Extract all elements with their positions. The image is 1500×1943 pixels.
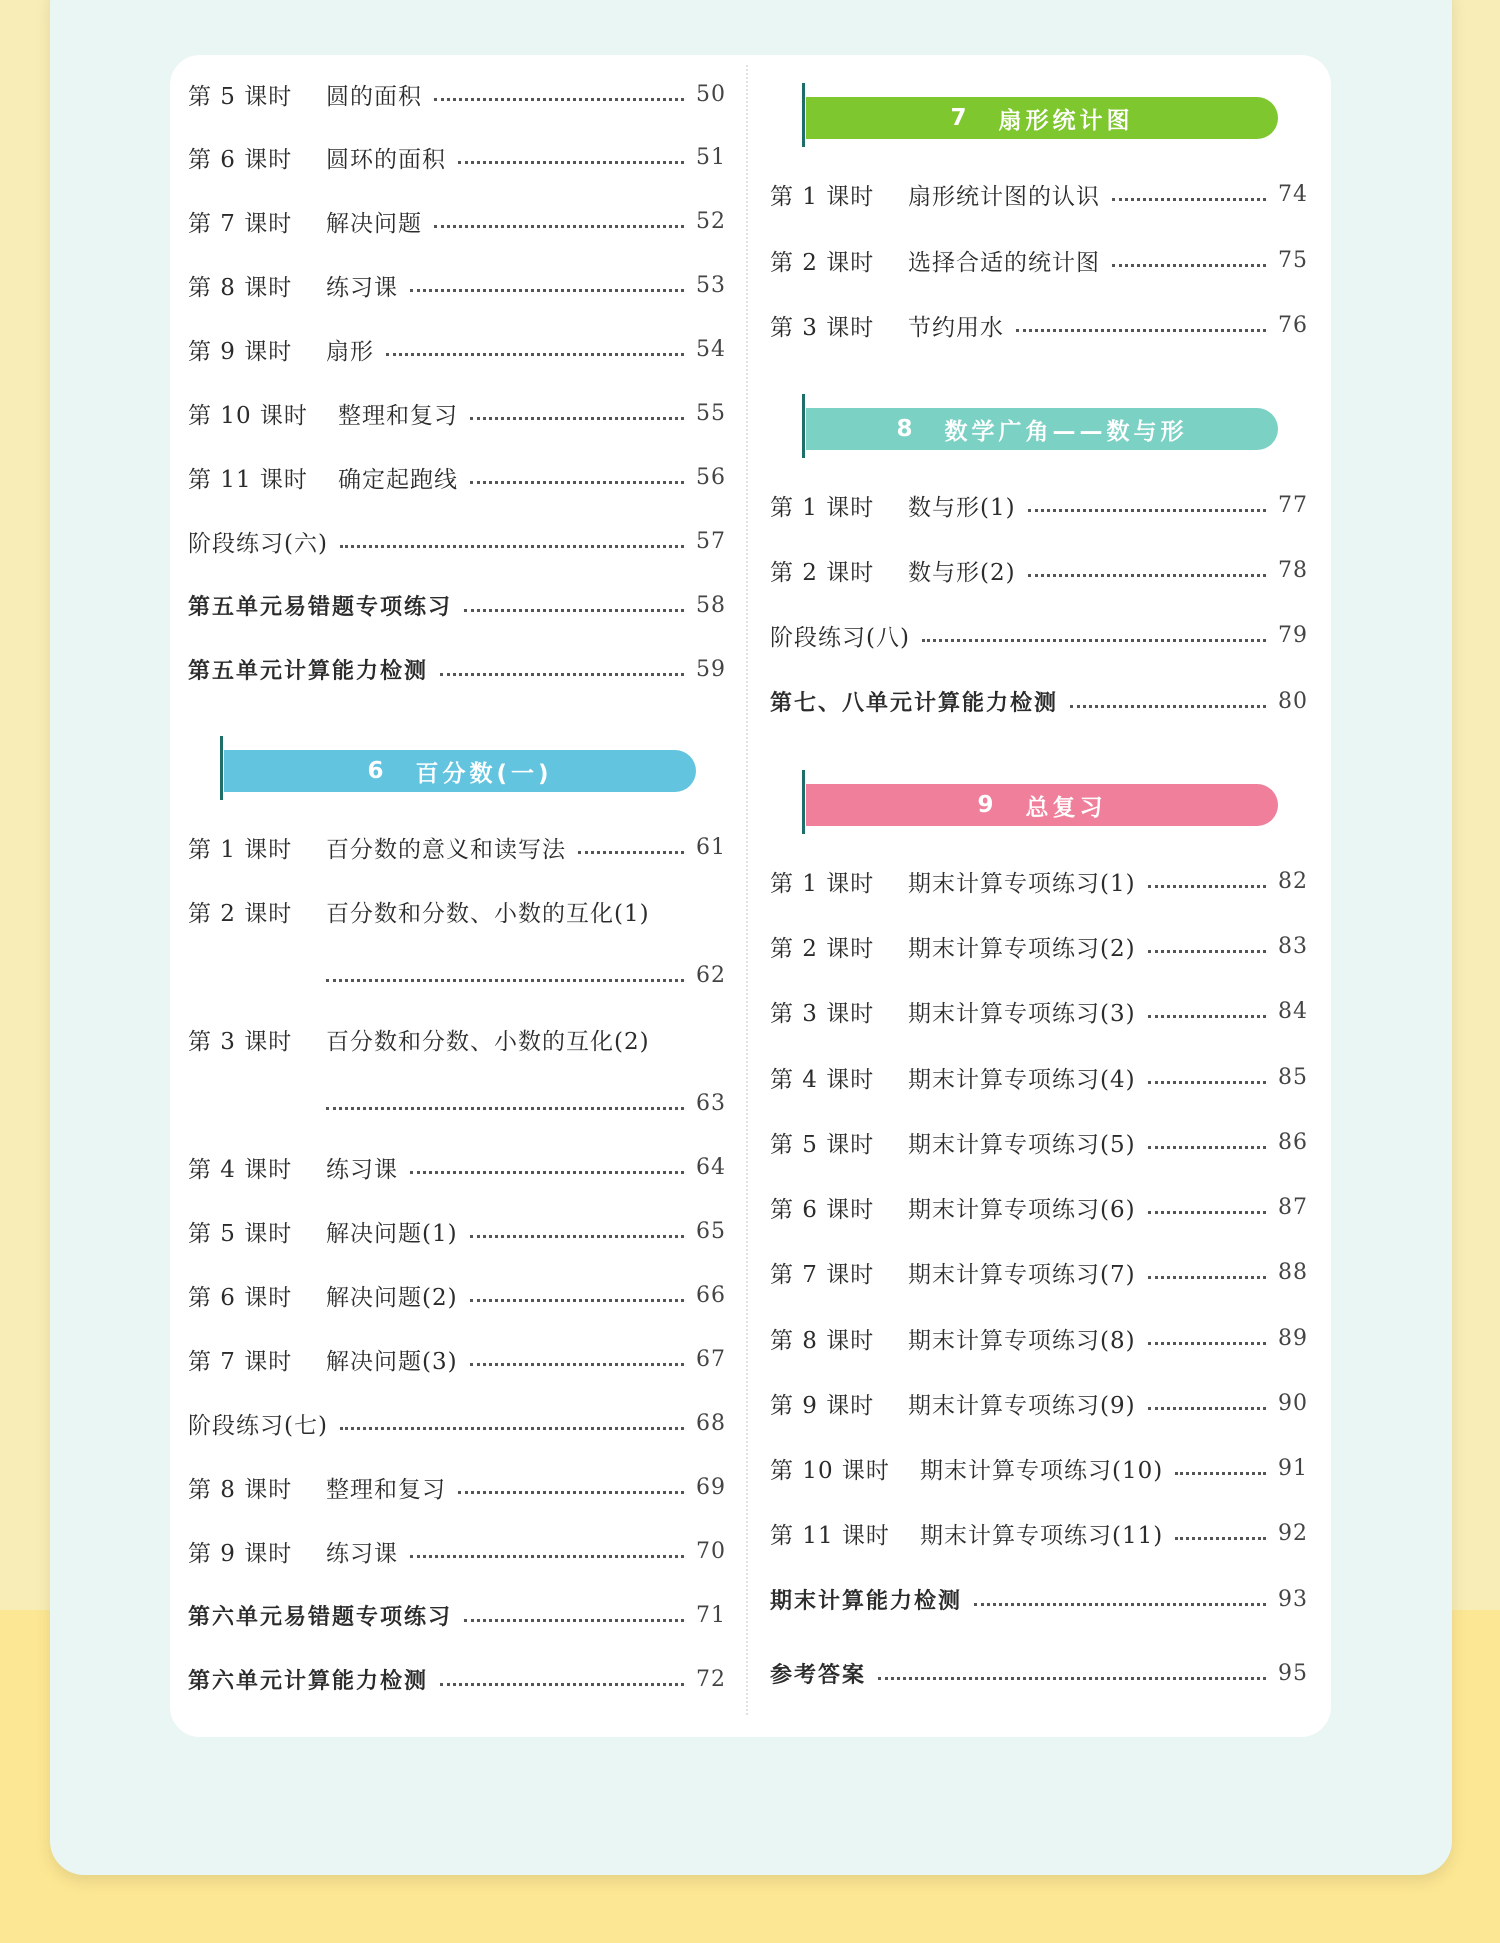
- leader-dots: [1175, 1535, 1266, 1540]
- lesson-number: 第 2 课时: [770, 249, 875, 276]
- lesson-number: 第 3 课时: [770, 314, 875, 341]
- page-number: 57: [696, 528, 726, 554]
- leader-dots: [1148, 1274, 1266, 1279]
- page-number: 90: [1278, 1390, 1308, 1416]
- toc-entry[interactable]: [770, 1252, 1308, 1292]
- toc-entry[interactable]: [770, 615, 1308, 655]
- toc-entry[interactable]: [188, 393, 726, 433]
- lesson-title: 期末计算专项练习(1): [908, 870, 1136, 897]
- page-number: 55: [696, 400, 726, 426]
- lesson-number: 第 9 课时: [188, 1540, 293, 1567]
- lesson-title: 百分数的意义和读写法: [326, 836, 566, 863]
- page-number: 85: [1278, 1064, 1308, 1090]
- leader-dots: [1175, 1470, 1266, 1475]
- page-number: 82: [1278, 868, 1308, 894]
- leader-dots: [1070, 703, 1266, 708]
- lesson-title: 第五单元易错题专项练习: [188, 594, 453, 620]
- toc-entry[interactable]: [770, 1318, 1308, 1358]
- toc-entry[interactable]: [770, 174, 1308, 214]
- leader-dots: [410, 1169, 684, 1174]
- unit-9-header[interactable]: [806, 784, 1278, 826]
- toc-entry[interactable]: [770, 1057, 1308, 1097]
- lesson-title: 数与形(2): [908, 559, 1016, 586]
- unit-title: 扇形统计图: [998, 107, 1134, 134]
- lesson-title: 第五单元计算能力检测: [188, 658, 429, 684]
- page-number: 54: [696, 336, 726, 362]
- page-number: 92: [1278, 1520, 1308, 1546]
- unit-number: 8: [896, 416, 917, 442]
- lesson-title: 练习课: [326, 1540, 398, 1567]
- toc-entry[interactable]: [188, 201, 726, 241]
- toc-entry[interactable]: [770, 1187, 1308, 1227]
- header-tick: [220, 736, 223, 800]
- page-number: 58: [696, 592, 726, 618]
- lesson-title: 第七、八单元计算能力检测: [770, 690, 1059, 716]
- leader-dots: [878, 1675, 1266, 1680]
- lesson-title: 期末计算专项练习(10): [920, 1457, 1164, 1484]
- lesson-title: 期末计算专项练习(2): [908, 935, 1136, 962]
- lesson-number: 第 4 课时: [188, 1156, 293, 1183]
- leader-dots: [1148, 948, 1266, 953]
- lesson-number: 第 6 课时: [188, 1284, 293, 1311]
- leader-dots: [464, 607, 684, 612]
- leader-dots: [470, 1297, 684, 1302]
- page-number: 75: [1278, 247, 1308, 273]
- toc-entry[interactable]: [188, 329, 726, 369]
- unit-title: 百分数(一): [415, 760, 553, 787]
- lesson-title: 圆的面积: [326, 83, 422, 110]
- lesson-number: 第 8 课时: [770, 1327, 875, 1354]
- leader-dots: [410, 287, 684, 292]
- lesson-title: 第六单元易错题专项练习: [188, 1604, 453, 1630]
- leader-dots: [440, 1681, 684, 1686]
- lesson-number: 第 7 课时: [770, 1261, 875, 1288]
- lesson-number: 第 2 课时: [770, 559, 875, 586]
- unit-number: 6: [367, 758, 388, 784]
- page-number: 70: [696, 1538, 726, 1564]
- lesson-number: 第 1 课时: [770, 870, 875, 897]
- lesson-title: 练习课: [326, 274, 398, 301]
- unit-8-header[interactable]: [806, 408, 1278, 450]
- lesson-title: 阶段练习(七): [188, 1412, 328, 1439]
- unit-title: 总复习: [1025, 794, 1107, 821]
- lesson-title: 解决问题(3): [326, 1348, 458, 1375]
- toc-entry[interactable]: [188, 1403, 726, 1443]
- leader-dots: [464, 1617, 684, 1622]
- lesson-title: 选择合适的统计图: [908, 249, 1100, 276]
- lesson-title: 第六单元计算能力检测: [188, 1668, 429, 1694]
- header-tick: [802, 394, 805, 458]
- toc-entry[interactable]: [188, 1467, 726, 1507]
- toc-entry[interactable]: [770, 485, 1308, 525]
- lesson-number: 第 11 课时: [188, 466, 308, 493]
- page-number: 64: [696, 1154, 726, 1180]
- lesson-title: 期末计算专项练习(7): [908, 1261, 1136, 1288]
- lesson-title: 解决问题(2): [326, 1284, 458, 1311]
- page-number: 80: [1278, 688, 1308, 714]
- leader-dots: [1148, 1209, 1266, 1214]
- lesson-number: 第 3 课时: [188, 1028, 293, 1055]
- toc-entry[interactable]: [188, 1339, 726, 1379]
- page-number: 59: [696, 656, 726, 682]
- page-number: 50: [696, 81, 726, 107]
- toc-entry[interactable]: [188, 1275, 726, 1315]
- lesson-number: 第 9 课时: [770, 1392, 875, 1419]
- leader-dots: [1148, 883, 1266, 888]
- page-number: 72: [696, 1666, 726, 1692]
- unit-7-header[interactable]: [806, 97, 1278, 139]
- header-tick: [802, 770, 805, 834]
- page-number: 52: [696, 208, 726, 234]
- lesson-title: 阶段练习(六): [188, 530, 328, 557]
- leader-dots: [458, 1489, 684, 1494]
- toc-entry[interactable]: [188, 827, 726, 867]
- leader-dots: [326, 977, 684, 982]
- lesson-title: 期末计算专项练习(6): [908, 1196, 1136, 1223]
- leader-dots: [470, 479, 684, 484]
- toc-entry[interactable]: [770, 305, 1308, 345]
- lesson-title: 百分数和分数、小数的互化(1): [326, 900, 650, 927]
- lesson-title: 解决问题(1): [326, 1220, 458, 1247]
- page-number: 95: [1278, 1660, 1308, 1686]
- lesson-number: 第 10 课时: [770, 1457, 890, 1484]
- column-divider: [746, 65, 748, 1715]
- toc-entry[interactable]: [188, 1147, 726, 1187]
- toc-entry[interactable]: [770, 550, 1308, 590]
- lesson-title: 数与形(1): [908, 494, 1016, 521]
- page-number: 83: [1278, 933, 1308, 959]
- leader-dots: [1016, 327, 1266, 332]
- page-number: 66: [696, 1282, 726, 1308]
- page-number: 67: [696, 1346, 726, 1372]
- leader-dots: [578, 849, 684, 854]
- toc-entry[interactable]: [770, 1383, 1308, 1423]
- lesson-title: 练习课: [326, 1156, 398, 1183]
- page-number: 89: [1278, 1325, 1308, 1351]
- leader-dots: [1028, 507, 1266, 512]
- lesson-number: 第 8 课时: [188, 274, 293, 301]
- lesson-number: 第 5 课时: [188, 83, 293, 110]
- lesson-number: 第 7 课时: [188, 1348, 293, 1375]
- lesson-title: 扇形: [326, 338, 374, 365]
- toc-entry[interactable]: [770, 1448, 1308, 1488]
- toc-entry[interactable]: [770, 240, 1308, 280]
- lesson-title: 期末计算专项练习(8): [908, 1327, 1136, 1354]
- page-number: 56: [696, 464, 726, 490]
- leader-dots: [1148, 1144, 1266, 1149]
- page-number: 88: [1278, 1259, 1308, 1285]
- toc-entry[interactable]: [188, 1019, 726, 1059]
- toc-entry[interactable]: [770, 1579, 1308, 1619]
- leader-dots: [434, 96, 684, 101]
- unit-number: 9: [977, 792, 998, 818]
- page-number: 84: [1278, 998, 1308, 1024]
- toc-entry[interactable]: [188, 457, 726, 497]
- toc-entry[interactable]: [188, 649, 726, 689]
- lesson-number: 第 5 课时: [770, 1131, 875, 1158]
- lesson-number: 第 3 课时: [770, 1000, 875, 1027]
- page-number: 61: [696, 834, 726, 860]
- lesson-title: 阶段练习(八): [770, 624, 910, 651]
- toc-entry-continuation[interactable]: [188, 955, 726, 995]
- lesson-number: 第 6 课时: [188, 146, 293, 173]
- lesson-number: 第 7 课时: [188, 210, 293, 237]
- page-number: 77: [1278, 492, 1308, 518]
- lesson-number: 第 2 课时: [188, 900, 293, 927]
- lesson-title: 整理和复习: [338, 402, 458, 429]
- page-number: 93: [1278, 1586, 1308, 1612]
- leader-dots: [1112, 262, 1266, 267]
- lesson-title: 期末计算专项练习(9): [908, 1392, 1136, 1419]
- page-number: 76: [1278, 312, 1308, 338]
- leader-dots: [458, 159, 684, 164]
- page-number: 71: [696, 1602, 726, 1628]
- page-number: 78: [1278, 557, 1308, 583]
- leader-dots: [386, 351, 684, 356]
- lesson-number: 第 6 课时: [770, 1196, 875, 1223]
- lesson-title: 确定起跑线: [338, 466, 458, 493]
- lesson-number: 第 11 课时: [770, 1522, 890, 1549]
- page-number: 65: [696, 1218, 726, 1244]
- page-number: 63: [696, 1090, 726, 1116]
- toc-entry[interactable]: [188, 74, 726, 114]
- toc-entry[interactable]: [770, 861, 1308, 901]
- lesson-title: 参考答案: [770, 1662, 867, 1688]
- toc-entry[interactable]: [188, 1531, 726, 1571]
- toc-entry[interactable]: [770, 1653, 1308, 1693]
- leader-dots: [1148, 1340, 1266, 1345]
- lesson-number: 第 1 课时: [188, 836, 293, 863]
- toc-entry[interactable]: [770, 991, 1308, 1031]
- page-number: 74: [1278, 181, 1308, 207]
- toc-entry[interactable]: [188, 585, 726, 625]
- leader-dots: [1112, 196, 1266, 201]
- lesson-title: 期末计算专项练习(11): [920, 1522, 1164, 1549]
- leader-dots: [1148, 1405, 1266, 1410]
- unit-6-header[interactable]: [224, 750, 696, 792]
- toc-entry[interactable]: [188, 521, 726, 561]
- header-tick: [802, 83, 805, 147]
- toc-entry[interactable]: [770, 681, 1308, 721]
- page-number: 87: [1278, 1194, 1308, 1220]
- toc-entry[interactable]: [770, 1513, 1308, 1553]
- page-number: 91: [1278, 1455, 1308, 1481]
- leader-dots: [410, 1553, 684, 1558]
- leader-dots: [340, 1425, 684, 1430]
- page-number: 53: [696, 272, 726, 298]
- toc-entry[interactable]: [188, 1595, 726, 1635]
- leader-dots: [326, 1105, 684, 1110]
- lesson-number: 第 9 课时: [188, 338, 293, 365]
- lesson-title: 期末计算能力检测: [770, 1588, 963, 1614]
- toc-entry[interactable]: [188, 1659, 726, 1699]
- lesson-number: 第 4 课时: [770, 1066, 875, 1093]
- lesson-title: 扇形统计图的认识: [908, 183, 1100, 210]
- lesson-title: 期末计算专项练习(5): [908, 1131, 1136, 1158]
- page-number: 86: [1278, 1129, 1308, 1155]
- lesson-title: 节约用水: [908, 314, 1004, 341]
- lesson-title: 百分数和分数、小数的互化(2): [326, 1028, 650, 1055]
- toc-entry[interactable]: [188, 265, 726, 305]
- lesson-number: 第 8 课时: [188, 1476, 293, 1503]
- lesson-number: 第 1 课时: [770, 494, 875, 521]
- lesson-number: 第 10 课时: [188, 402, 308, 429]
- leader-dots: [974, 1601, 1266, 1606]
- leader-dots: [470, 1233, 684, 1238]
- unit-title: 数学广角——数与形: [944, 418, 1188, 445]
- leader-dots: [1028, 572, 1266, 577]
- leader-dots: [1148, 1079, 1266, 1084]
- page-number: 79: [1278, 622, 1308, 648]
- leader-dots: [470, 1361, 684, 1366]
- leader-dots: [340, 543, 684, 548]
- lesson-title: 整理和复习: [326, 1476, 446, 1503]
- leader-dots: [434, 223, 684, 228]
- page-number: 51: [696, 144, 726, 170]
- lesson-number: 第 1 课时: [770, 183, 875, 210]
- lesson-title: 期末计算专项练习(3): [908, 1000, 1136, 1027]
- toc-entry-continuation[interactable]: [188, 1083, 726, 1123]
- page-number: 62: [696, 962, 726, 988]
- unit-number: 7: [950, 105, 971, 131]
- lesson-number: 第 2 课时: [770, 935, 875, 962]
- page-number: 69: [696, 1474, 726, 1500]
- lesson-number: 第 5 课时: [188, 1220, 293, 1247]
- lesson-title: 圆环的面积: [326, 146, 446, 173]
- toc-entry[interactable]: [770, 926, 1308, 966]
- leader-dots: [470, 415, 684, 420]
- toc-entry[interactable]: [770, 1122, 1308, 1162]
- leader-dots: [440, 671, 684, 676]
- lesson-title: 期末计算专项练习(4): [908, 1066, 1136, 1093]
- toc-entry[interactable]: [188, 891, 726, 931]
- leader-dots: [922, 637, 1266, 642]
- toc-entry[interactable]: [188, 1211, 726, 1251]
- toc-entry[interactable]: [188, 137, 726, 177]
- page-number: 68: [696, 1410, 726, 1436]
- leader-dots: [1148, 1013, 1266, 1018]
- lesson-title: 解决问题: [326, 210, 422, 237]
